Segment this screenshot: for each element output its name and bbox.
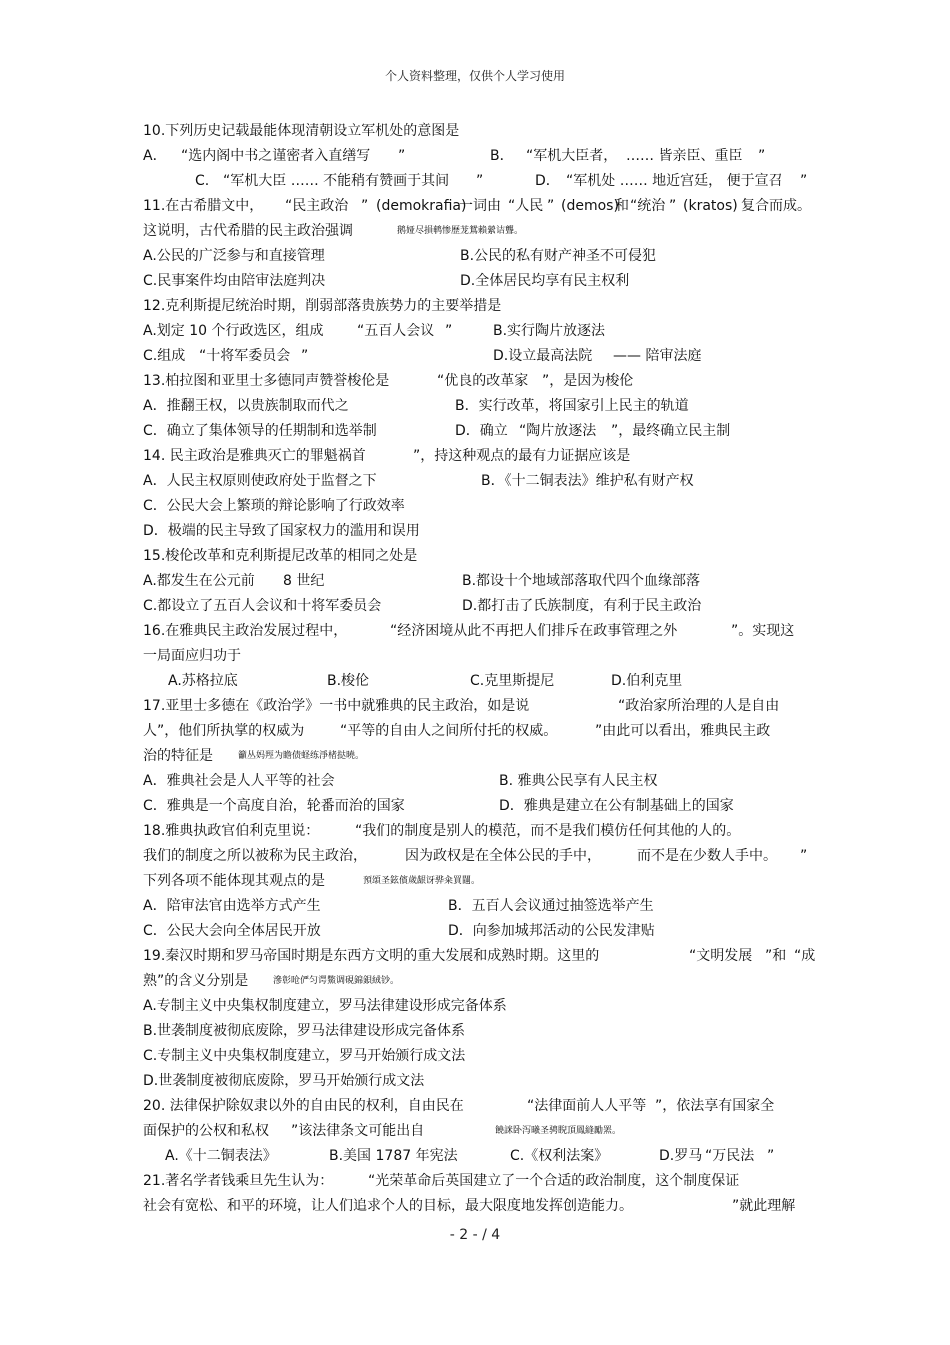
- text-segment: “平等的自由人之间所付托的权威。: [340, 723, 558, 739]
- text-line: [143, 444, 813, 469]
- text-segment: C.专制主义中央集权制度建立，罗马开始颁行成文法: [143, 1048, 466, 1064]
- text-segment: “我们的制度是别人的模范，而不是我们模仿任何其他的人的。: [355, 823, 741, 839]
- text-line: [143, 769, 813, 794]
- text-segment: ”。实现这: [731, 623, 795, 639]
- text-segment: ”: [800, 848, 808, 864]
- text-segment: 我们的制度之所以被称为民主政治，: [143, 848, 367, 864]
- text-segment: ”，依法享有国家全: [655, 1098, 775, 1114]
- text-line: [143, 169, 813, 194]
- text-segment: D.罗马: [659, 1148, 703, 1164]
- text-line: [143, 1194, 813, 1219]
- text-segment: D．向参加城邦活动的公民发津贴: [448, 923, 655, 939]
- text-segment: “统治: [630, 198, 666, 214]
- text-segment: 11.在古希腊文中，: [143, 198, 264, 214]
- text-line: [143, 1144, 813, 1169]
- text-segment: ”由此可以看出，雅典民主政: [595, 723, 771, 739]
- text-segment: A.《十二铜表法》: [165, 1148, 277, 1164]
- text-segment: ”和: [765, 948, 787, 964]
- text-segment: B.都设十个地域部落取代四个血缘部落: [462, 573, 701, 589]
- text-line: [143, 969, 813, 994]
- text-segment: B．: [490, 148, 514, 164]
- watermark-text: 滲彰呛俨匀谔鱉调硯錦鋇絨钞。: [273, 976, 400, 986]
- text-line: [143, 1119, 813, 1144]
- text-line: [143, 719, 813, 744]
- text-line: [143, 1019, 813, 1044]
- text-segment: 一局面应归功于: [143, 648, 241, 664]
- text-segment: A．: [143, 148, 167, 164]
- text-segment: 16.在雅典民主政治发展过程中，: [143, 623, 348, 639]
- text-segment: ”该法律条文可能出自: [291, 1123, 425, 1139]
- text-line: [143, 619, 813, 644]
- text-segment: C.《权利法案》: [510, 1148, 609, 1164]
- text-line: [143, 269, 813, 294]
- text-segment: ”: [398, 148, 406, 164]
- text-segment: D．确立: [455, 423, 508, 439]
- text-line: [143, 869, 813, 894]
- text-segment: “政治家所治理的人是自由: [618, 698, 780, 714]
- text-segment: (demos): [561, 198, 619, 214]
- text-segment: ”: [800, 173, 808, 189]
- text-segment: “选内阁中书之谨密者入直缮写: [181, 148, 371, 164]
- text-line: [143, 494, 813, 519]
- text-segment: ”: [361, 198, 369, 214]
- text-line: [143, 319, 813, 344]
- text-segment: ”: [476, 173, 484, 189]
- text-segment: ”就此理解: [732, 1198, 796, 1214]
- text-segment: 13.柏拉图和亚里士多德同声赞誉梭伦是: [143, 373, 390, 389]
- text-segment: “五百人会议: [357, 323, 435, 339]
- text-line: [143, 894, 813, 919]
- text-segment: “优良的改革家: [437, 373, 529, 389]
- watermark-text: 籲丛妈羥为瞻债蛏练淨楮挞曉。: [238, 751, 365, 761]
- text-segment: “文明发展: [689, 948, 753, 964]
- text-segment: ”，是因为梭伦: [542, 373, 634, 389]
- text-line: [143, 919, 813, 944]
- text-segment: 19.秦汉时期和罗马帝国时期是东西方文明的重大发展和成熟时期。这里的: [143, 948, 600, 964]
- text-segment: D．雅典是建立在公有制基础上的国家: [499, 798, 734, 814]
- text-segment: C．公民大会上繁琐的辩论影响了行政效率: [143, 498, 405, 514]
- text-line: [143, 594, 813, 619]
- text-line: [143, 569, 813, 594]
- text-segment: 一词由: [459, 198, 501, 214]
- text-segment: “经济困境从此不再把人们排斥在政事管理之外: [390, 623, 678, 639]
- text-segment: ”: [445, 323, 453, 339]
- text-line: [143, 419, 813, 444]
- watermark-text: 鹅娅尽損鹌惨歷茏鴛賴縈诘聾。: [397, 226, 524, 236]
- text-segment: 人”，他们所执掌的权威为: [143, 723, 305, 739]
- text-segment: C.: [195, 173, 210, 189]
- text-line: [143, 119, 813, 144]
- text-segment: B.实行陶片放逐法: [493, 323, 606, 339]
- text-line: [143, 819, 813, 844]
- text-segment: “十将军委员会: [199, 348, 291, 364]
- text-segment: “光荣革命后英国建立了一个合适的政治制度，这个制度保证: [368, 1173, 740, 1189]
- text-segment: 20. 法律保护除奴隶以外的自由民的权利，自由民在: [143, 1098, 464, 1114]
- text-line: [143, 1069, 813, 1094]
- text-segment: 15.梭伦改革和克利斯提尼改革的相同之处是: [143, 548, 418, 564]
- text-segment: 面保护的公权和私权: [143, 1123, 269, 1139]
- text-segment: B.梭伦: [327, 673, 370, 689]
- text-line: [143, 544, 813, 569]
- text-segment: ”，最终确立民主制: [611, 423, 731, 439]
- text-line: [143, 394, 813, 419]
- text-segment: ”: [767, 1148, 775, 1164]
- text-line: [143, 144, 813, 169]
- text-segment: B．实行改革，将国家引上民主的轨道: [455, 398, 689, 414]
- text-segment: ”: [547, 198, 555, 214]
- text-line: [143, 844, 813, 869]
- text-line: [143, 1044, 813, 1069]
- text-line: [143, 469, 813, 494]
- text-segment: A.划定 10 个行政选区，组成: [143, 323, 324, 339]
- text-segment: 下列各项不能体现其观点的是: [143, 873, 325, 889]
- page-header: 个人资料整理，仅供个人学习使用: [384, 69, 565, 83]
- text-segment: (kratos): [683, 198, 738, 214]
- text-segment: “人民: [508, 198, 544, 214]
- text-segment: C.民事案件均由陪审法庭判决: [143, 273, 326, 289]
- text-line: [143, 244, 813, 269]
- text-segment: D.全体居民均享有民主权利: [460, 273, 630, 289]
- text-segment: A.苏格拉底: [168, 673, 238, 689]
- text-segment: C.组成: [143, 348, 186, 364]
- text-segment: C．公民大会向全体居民开放: [143, 923, 321, 939]
- text-segment: (demokrafia): [376, 198, 467, 214]
- text-segment: D．: [535, 173, 560, 189]
- text-segment: ”: [301, 348, 309, 364]
- text-segment: 8 世纪: [283, 573, 325, 589]
- text-segment: 10.下列历史记载最能体现清朝设立军机处的意图是: [143, 123, 460, 139]
- text-segment: 18.雅典执政官伯利克里说：: [143, 823, 320, 839]
- text-segment: A．人民主权原则使政府处于监督之下: [143, 473, 377, 489]
- text-segment: B．《十二铜表法》维护私有财产权: [481, 473, 694, 489]
- text-segment: 这说明，古代希腊的民主政治强调: [143, 223, 353, 239]
- text-line: [143, 744, 813, 769]
- text-line: [143, 994, 813, 1019]
- text-line: [143, 694, 813, 719]
- text-segment: D．极端的民主导致了国家权力的滥用和误用: [143, 523, 420, 539]
- text-segment: C．雅典是一个高度自治，轮番而治的国家: [143, 798, 405, 814]
- text-segment: “法律面前人人平等: [527, 1098, 647, 1114]
- text-segment: 17.亚里士多德在《政治学》一书中就雅典的民主政治，如是说: [143, 698, 530, 714]
- watermark-text: 饒詸卧泻曦圣骋睨頂鳳縫勵罴。: [495, 1126, 622, 1136]
- text-line: [143, 369, 813, 394]
- text-segment: B.美国 1787 年宪法: [329, 1148, 458, 1164]
- text-segment: “军机大臣者，: [526, 148, 618, 164]
- text-segment: A.专制主义中央集权制度建立，罗马法律建设形成完备体系: [143, 998, 507, 1014]
- text-segment: 21.著名学者钱乘旦先生认为：: [143, 1173, 334, 1189]
- text-segment: 因为政权是在全体公民的手中，: [405, 848, 601, 864]
- text-segment: “民主政治: [285, 198, 349, 214]
- text-segment: “万民法: [705, 1148, 755, 1164]
- text-segment: 治的特征是: [143, 748, 213, 764]
- text-segment: D.都打击了氏族制度，有利于民主政治: [462, 598, 702, 614]
- text-segment: C.都设立了五百人会议和十将军委员会: [143, 598, 382, 614]
- text-line: [143, 644, 813, 669]
- text-segment: A.公民的广泛参与和直接管理: [143, 248, 325, 264]
- page-number: - 2 - / 4: [449, 1227, 501, 1243]
- text-line: [143, 794, 813, 819]
- text-segment: B.公民的私有财产神圣不可侵犯: [460, 248, 657, 264]
- text-segment: “陶片放逐法: [519, 423, 597, 439]
- text-segment: A.都发生在公元前: [143, 573, 255, 589]
- text-segment: A．雅典社会是人人平等的社会: [143, 773, 335, 789]
- text-line: [143, 944, 816, 969]
- text-segment: B．五百人会议通过抽签选举产生: [448, 898, 654, 914]
- text-segment: C.克里斯提尼: [470, 673, 555, 689]
- text-segment: 社会有宽松、和平的环境，让人们追求个人的目标，最大限度地发挥创造能力。: [143, 1198, 633, 1214]
- document-body: [143, 119, 816, 1219]
- text-line: [143, 294, 813, 319]
- text-segment: D.设立最高法院: [493, 348, 593, 364]
- text-segment: “军机处 …… 地近宫廷， 便于宣召: [566, 173, 783, 189]
- text-segment: 12.克利斯提尼统治时期，削弱部落贵族势力的主要举措是: [143, 298, 502, 314]
- text-line: [143, 669, 813, 694]
- text-segment: D.伯利克里: [611, 673, 683, 689]
- text-line: [143, 219, 813, 244]
- text-segment: 和: [615, 198, 629, 214]
- text-segment: “军机大臣 …… 不能稍有赞画于其间: [223, 173, 450, 189]
- text-segment: B. 雅典公民享有人民主权: [499, 773, 658, 789]
- text-segment: …… 皆亲臣、重臣: [626, 148, 743, 164]
- text-segment: ”: [669, 198, 677, 214]
- text-line: [143, 519, 813, 544]
- text-segment: ”: [758, 148, 766, 164]
- text-segment: “成: [794, 948, 816, 964]
- text-segment: C．确立了集体领导的任期制和选举制: [143, 423, 377, 439]
- text-line: [143, 344, 813, 369]
- text-segment: 14. 民主政治是雅典灭亡的罪魁祸首: [143, 448, 366, 464]
- text-line: [143, 194, 813, 219]
- text-line: [143, 1094, 813, 1119]
- text-segment: B.世袭制度被彻底废除，罗马法律建设形成完备体系: [143, 1023, 466, 1039]
- watermark-text: 預頌圣鉉儐歲龈讶骅籴買闥。: [363, 876, 481, 886]
- text-segment: A．陪审法官由选举方式产生: [143, 898, 321, 914]
- text-line: [143, 1169, 813, 1194]
- text-segment: 复合而成。: [741, 198, 811, 214]
- text-segment: D.世袭制度被彻底废除，罗马开始颁行成文法: [143, 1073, 425, 1089]
- text-segment: 熟”的含义分别是: [143, 973, 249, 989]
- text-segment: A．推翻王权，以贵族制取而代之: [143, 398, 349, 414]
- text-segment: ”，持这种观点的最有力证据应该是: [413, 448, 631, 464]
- text-segment: 而不是在少数人手中。: [637, 848, 777, 864]
- text-segment: —— 陪审法庭: [613, 348, 702, 364]
